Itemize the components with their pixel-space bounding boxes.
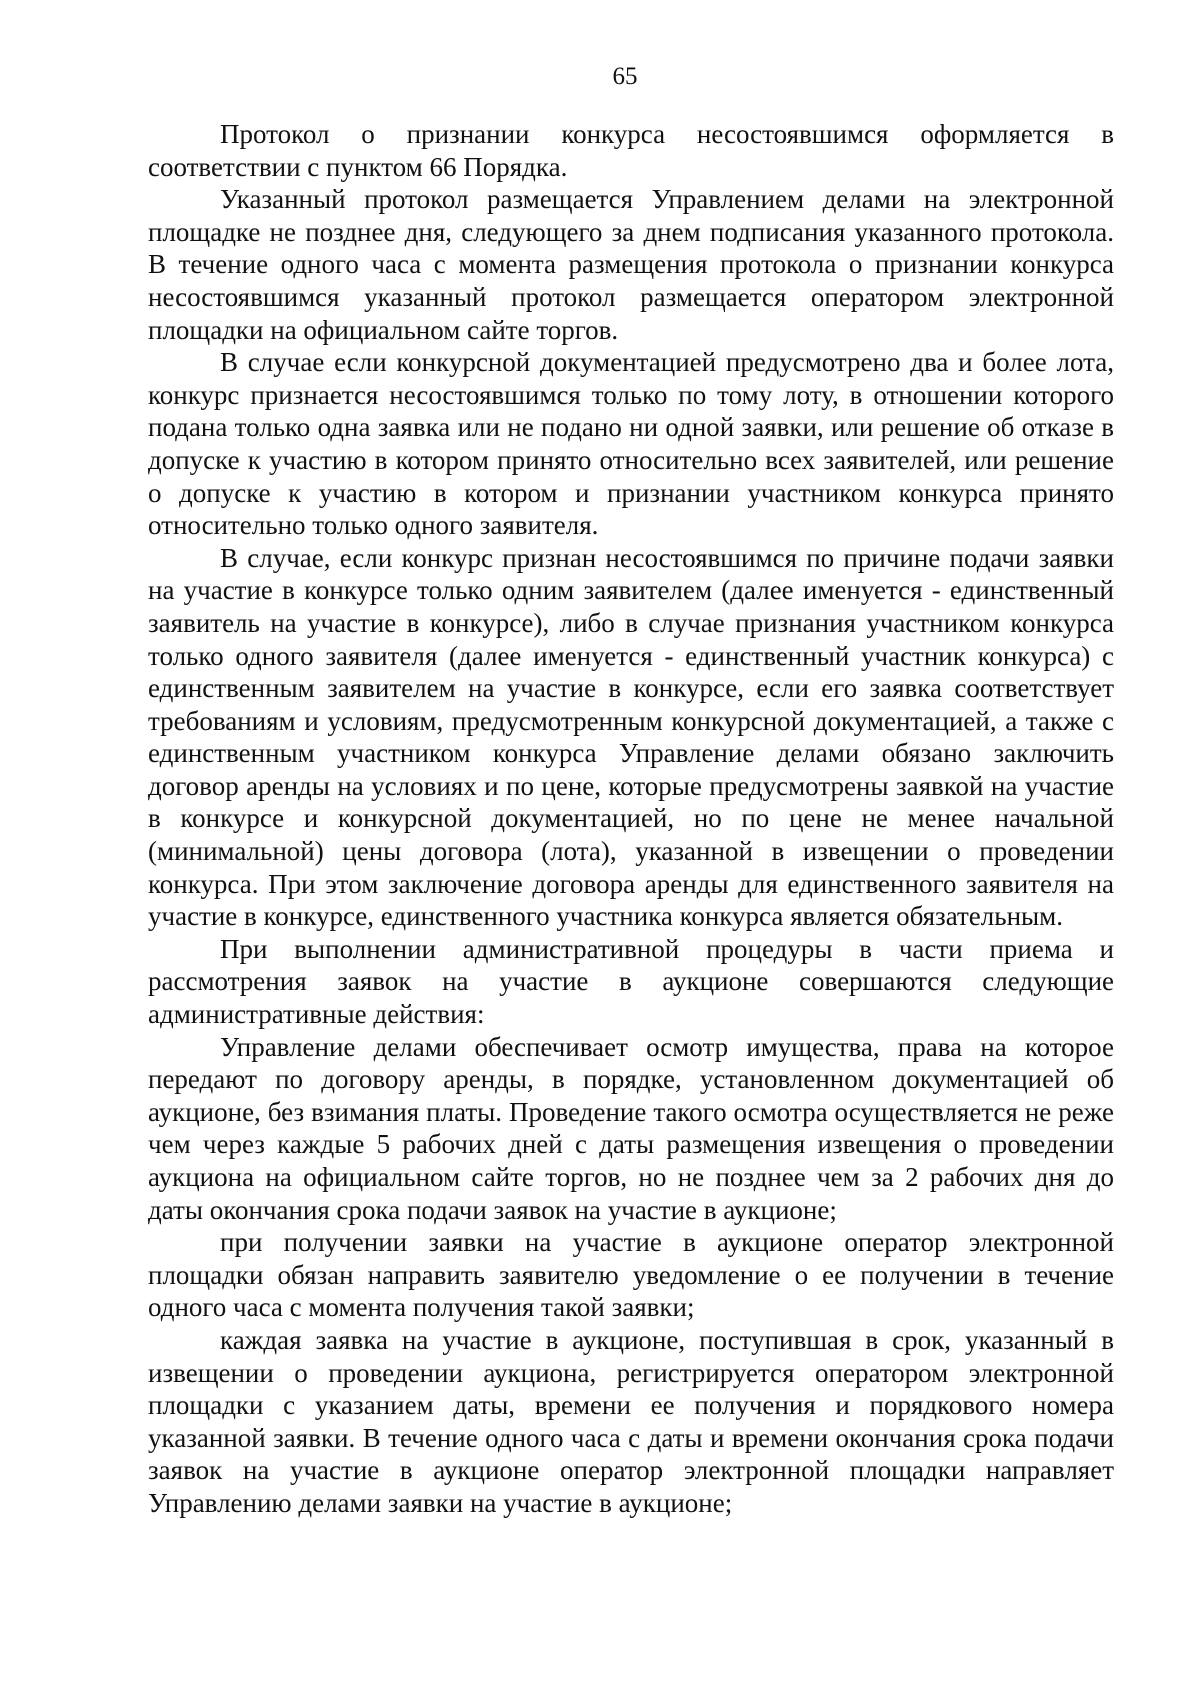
paragraph-protocol-formalization: Протокол о признании конкурса несостоявшимся оформляется в соответствии с пунктом 66 Порядка. [148,119,1114,182]
document-body [148,118,1114,1520]
page-number: 65 [612,63,638,90]
paragraph-protocol-publication: Указанный протокол размещается Управлением делами на электронной площадке не позднее дня, следующего за днем подписания указанного протокола. В течение одного часа с момента размещения протокола о признании конкурса несостоявшимся указанный протокол размещается оператором электронной площадки на официальном сайте торгов. [148,184,1114,345]
paragraph-auction-procedure-intro: При выполнении административной процедуры в части приема и рассмотрения заявок на участие в аукционе совершаются следующие административные действия: [148,933,1114,1030]
paragraph-application-registration: каждая заявка на участие в аукционе, поступившая в срок, указанный в извещении о проведении аукциона, регистрируется оператором электронной площадки с указанием даты, времени ее получения и порядкового номера указанной заявки. В течение одного часа с даты и времени окончания срока подачи заявок на участие в аукционе оператор электронной площадки направляет Управлению делами заявки на участие в аукционе; [148,1324,1114,1518]
paragraph-multiple-lots: В случае если конкурсной документацией предусмотрено два и более лота, конкурс признается несостоявшимся только по тому лоту, в отношении которого подана только одна заявка или не подано ни одной заявки, или решение об отказе в допуске к участию в котором принято относительно всех заявителей, или решение о допуске к участию в котором и признании участником конкурса принято относительно только одного заявителя. [148,347,1114,541]
paragraph-property-inspection: Управление делами обеспечивает осмотр имущества, права на которое передают по договору аренды, в порядке, установленном документацией об аукционе, без взимания платы. Проведение такого осмотра осуществляется не реже чем через каждые 5 рабочих дней с даты размещения извещения о проведении аукциона на официальном сайте торгов, но не позднее чем за 2 рабочих дня до даты окончания срока подачи заявок на участие в аукционе; [148,1031,1114,1225]
paragraph-single-applicant: В случае, если конкурс признан несостоявшимся по причине подачи заявки на участие в конкурсе только одним заявителем (далее именуется - единственный заявитель на участие в конкурсе), либо в случае признания участником конкурса только одного заявителя (далее именуется - единственный участник конкурса) с единственным заявителем на участие в конкурсе, если его заявка соответствует требованиям и условиям, предусмотренным конкурсной документацией, а также с единственным участником конкурса Управление делами обязано заключить договор аренды на условиях и по цене, которые предусмотрены заявкой на участие в конкурсе и конкурсной документацией, но по цене не менее начальной (минимальной) цены договора (лота), указанной в извещении о проведении конкурса. При этом заключение договора аренды для единственного заявителя на участие в конкурсе, единственного участника конкурса является обязательным. [148,542,1114,932]
paragraph-receipt-notification: при получении заявки на участие в аукционе оператор электронной площадки обязан направить заявителю уведомление о ее получении в течение одного часа с момента получения такой заявки; [148,1227,1114,1323]
